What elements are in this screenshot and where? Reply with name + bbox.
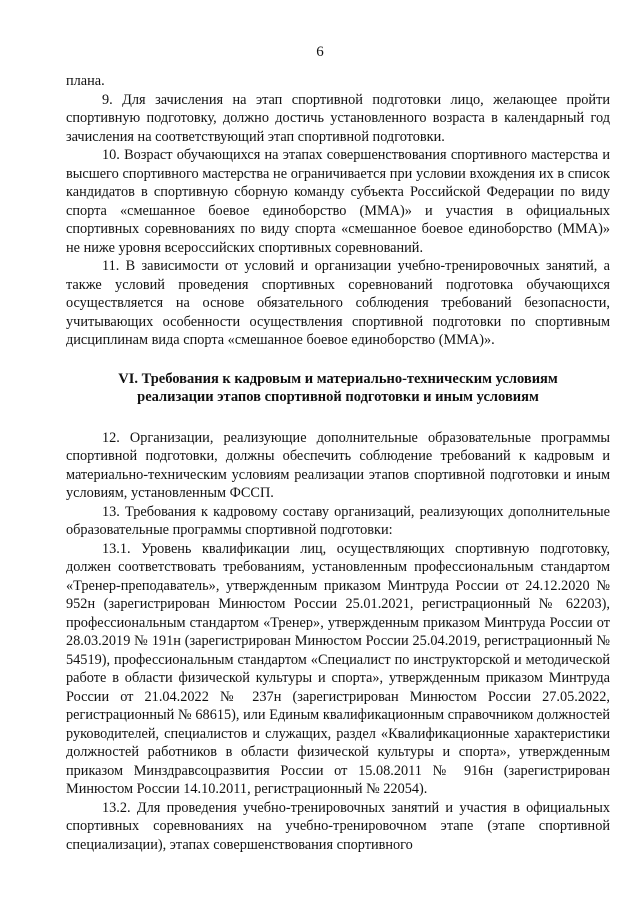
paragraph-9: 9. Для зачисления на этап спортивной подготовки лицо, желающее пройти спортивную подготовку, должно достичь установленного возраста в календарный год зачисления на соответствующий этап спортивной подготовки. — [66, 91, 610, 145]
section-heading-line-2: реализации этапов спортивной подготовки и иным условиям — [137, 389, 539, 405]
paragraph-13-2: 13.2. Для проведения учебно-тренировочных занятий и участия в официальных спортивных соревнованиях на учебно-тренировочном этапе (этапе спортивной специализации), этапах совершенствования спортивного — [66, 799, 610, 853]
paragraph-10: 10. Возраст обучающихся на этапах совершенствования спортивного мастерства и высшего спортивного мастерства не ограничивается при условии вхождения их в список кандидатов в спортивную сборную команду субъекта Российской Федерации по виду спорта «смешанное боевое единоборство (ММА)» и участия в официальных спортивных соревнованиях по виду спорта «смешанное боевое единоборство (ММА)» не ниже уровня всероссийских спортивных соревнований. — [66, 147, 610, 256]
section-heading-line-1: VI. Требования к кадровым и материально-техническим условиям — [118, 370, 558, 387]
paragraph-continuation: плана. — [66, 73, 105, 89]
document-body — [66, 72, 610, 854]
page-number: 6 — [316, 44, 324, 60]
section-heading — [66, 370, 610, 407]
paragraph-11: 11. В зависимости от условий и организации учебно-тренировочных занятий, а также условий проведения спортивных соревнований подготовка обучающихся осуществляется на основе обязательного соблюдения требований безопасности, учитывающих особенности осуществления спортивной подготовки по спортивным дисциплинам вида спорта «смешанное боевое единоборство (ММА)». — [66, 258, 610, 348]
paragraph-13: 13. Требования к кадровому составу организаций, реализующих дополнительные образовательные программы спортивной подготовки: — [66, 503, 610, 538]
paragraph-13-1: 13.1. Уровень квалификации лиц, осуществляющих спортивную подготовку, должен соответствовать требованиям, установленным профессиональным стандартом «Тренер-преподаватель», утвержденным приказом Минтруда России от 24.12.2020 № 952н (зарегистрирован Минюстом России 25.01.2021, регистрационный № 62203), профессиональным стандартом «Тренер», утвержденным приказом Минтруда России от 28.03.2019 № 191н (зарегистрирован Минюстом России 25.04.2019, регистрационный № 54519), профессиональным стандартом «Специалист по инструкторской и методической работе в области физической культуры и спорта», утвержденным приказом Минтруда России от 21.04.2022 № 237н (зарегистрирован Минюстом России 27.05.2022, регистрационный № 68615), или Единым квалификационным справочником должностей руководителей, специалистов и служащих, раздел «Квалификационные характеристики должностей работников в области физической культуры и спорта», утвержденным приказом Минздравсоцразвития России от 15.08.2011 № 916н (зарегистрирован Минюстом России 14.10.2011, регистрационный № 22054). — [66, 540, 610, 797]
paragraph-12: 12. Организации, реализующие дополнительные образовательные программы спортивной подготовки, должны обеспечить соблюдение требований к кадровым и материально-техническим условиям реализации этапов спортивной подготовки и иным условиям, установленным ФССП. — [66, 429, 610, 501]
